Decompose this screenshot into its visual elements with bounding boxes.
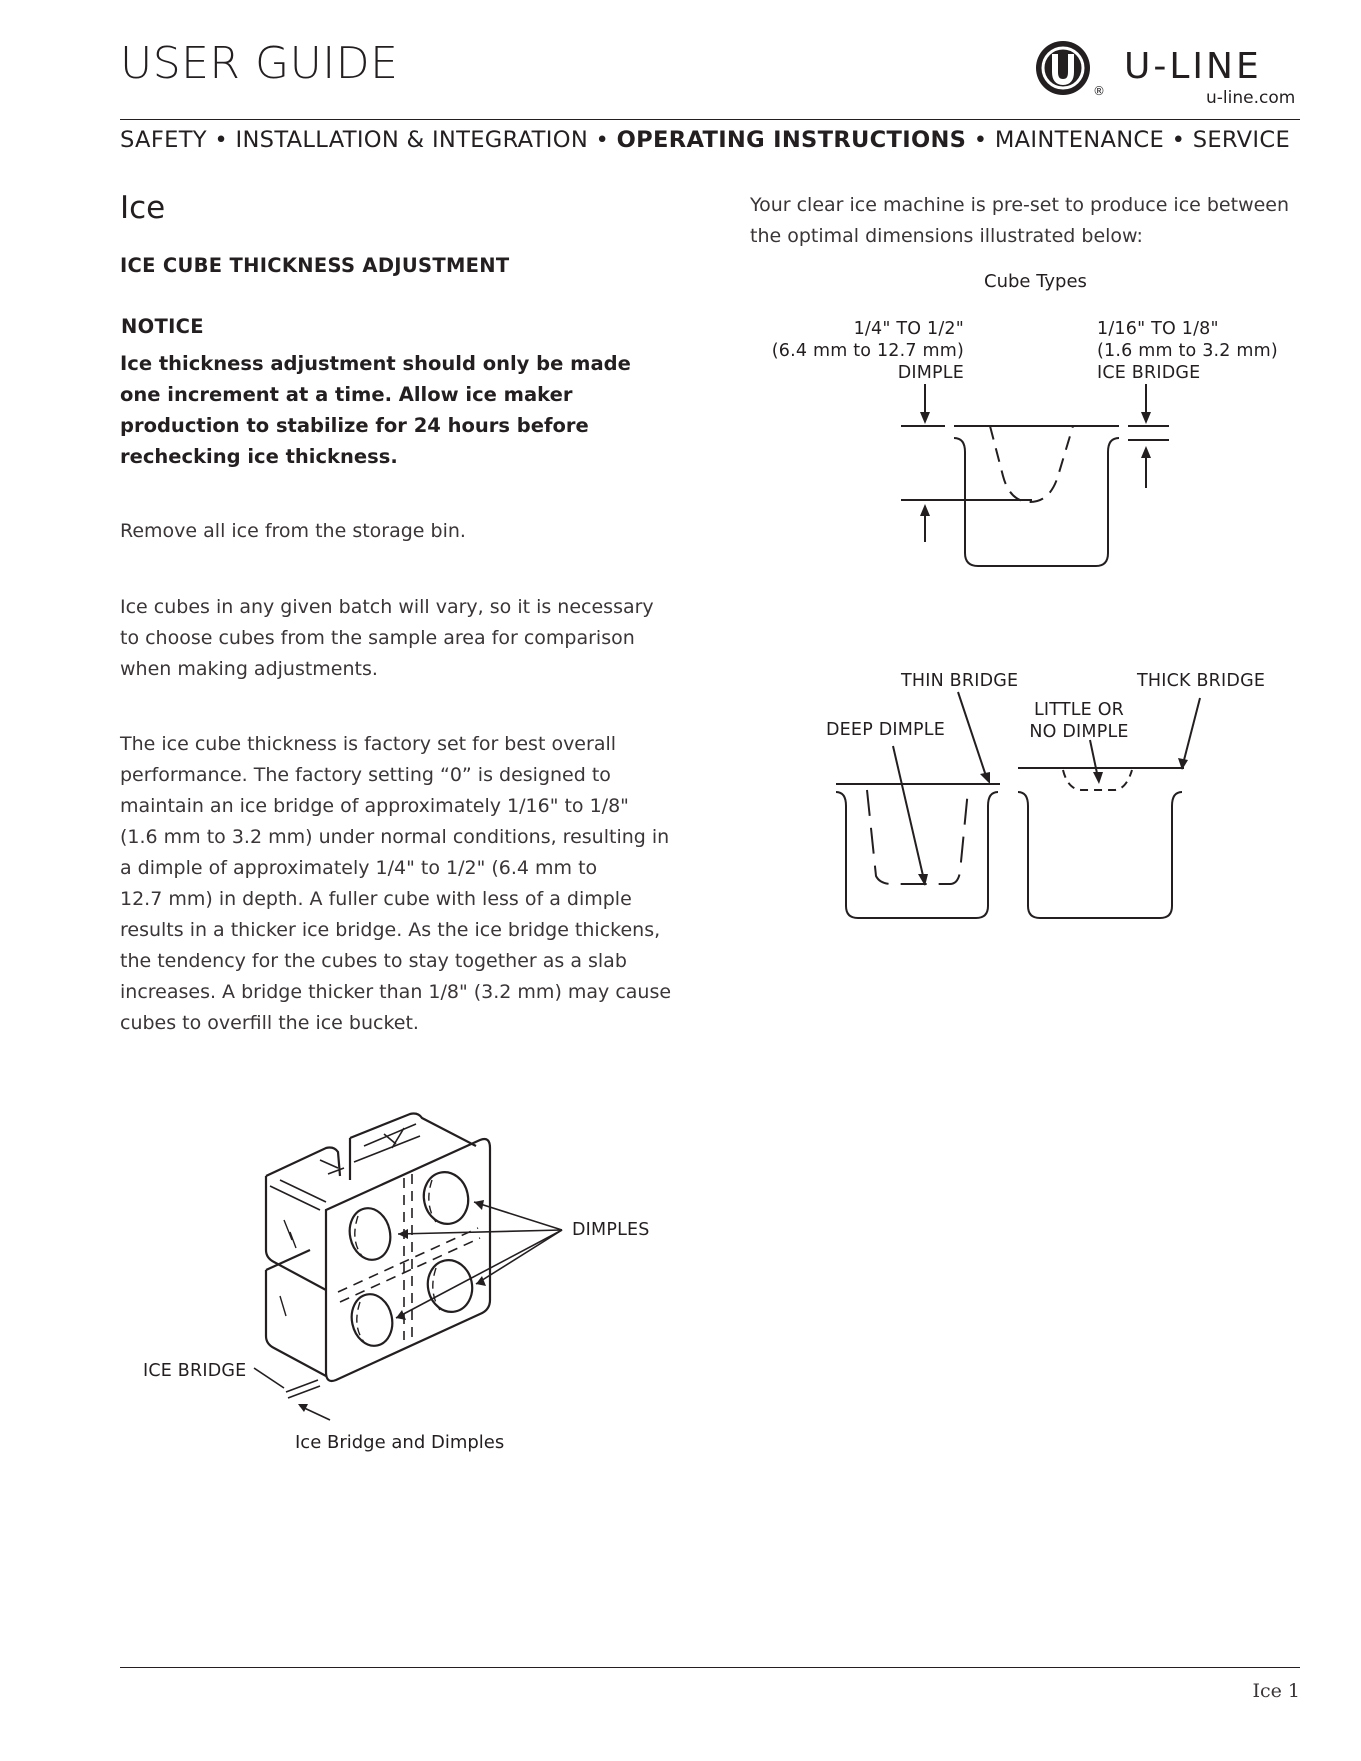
label-line: ICE BRIDGE	[1097, 363, 1201, 383]
nav-item-safety[interactable]: SAFETY	[120, 127, 207, 153]
label-line: (1.6 mm to 3.2 mm)	[1097, 341, 1278, 361]
ice-slab-illustration	[254, 1114, 562, 1421]
notice-line: production to stabilize for 24 hours before	[120, 414, 589, 437]
label-line: 1/16" TO 1/8"	[1097, 319, 1219, 339]
nav-separator: •	[214, 127, 229, 153]
paragraph-line: Your clear ice machine is pre-set to produce ice between	[750, 194, 1290, 216]
label-line: 1/4" TO 1/2"	[853, 319, 964, 339]
ice-bridge-label: ICE BRIDGE	[143, 1361, 247, 1381]
paragraph-line: a dimple of approximately 1/4" to 1/2" (6.4 mm to	[120, 857, 598, 879]
paragraph-line: cubes to overfill the ice bucket.	[120, 1012, 419, 1034]
label-line: (6.4 mm to 12.7 mm)	[771, 341, 964, 361]
label-line: LITTLE OR	[1033, 700, 1125, 720]
notice-line: Ice thickness adjustment should only be made	[120, 352, 631, 375]
bridge-comparison-diagram	[836, 692, 1200, 918]
nav-separator: •	[595, 127, 610, 153]
notice-line: one increment at a time. Allow ice maker	[120, 383, 573, 406]
page-number: Ice 1	[1252, 1680, 1300, 1702]
paragraph-line: the tendency for the cubes to stay together as a slab	[120, 950, 627, 972]
paragraph-line: (1.6 mm to 3.2 mm) under normal conditions, resulting in	[120, 826, 670, 848]
notice-label: NOTICE	[121, 315, 204, 338]
notice-line: rechecking ice thickness.	[120, 445, 398, 468]
section-heading: Ice	[120, 190, 166, 226]
paragraph-line: the optimal dimensions illustrated below:	[750, 225, 1143, 247]
thin-bridge-label: THIN BRIDGE	[901, 671, 1019, 691]
footer-divider	[120, 1667, 1300, 1668]
nav-item-maintenance[interactable]: MAINTENANCE	[994, 127, 1165, 153]
page-title: USER GUIDE	[120, 38, 399, 89]
paragraph-line: 12.7 mm) in depth. A fuller cube with less of a dimple	[120, 888, 632, 910]
paragraph-line: results in a thicker ice bridge. As the ice bridge thickens,	[120, 919, 661, 941]
cube-types-caption: Cube Types	[984, 271, 1087, 292]
thick-bridge-label: THICK BRIDGE	[1137, 671, 1266, 691]
figure-caption: Ice Bridge and Dimples	[295, 1432, 505, 1453]
paragraph-line: Ice cubes in any given batch will vary, so it is necessary	[120, 596, 654, 618]
nav-item-service[interactable]: SERVICE	[1192, 127, 1291, 153]
nav-item-operating-instructions[interactable]: OPERATING INSTRUCTIONS	[616, 127, 967, 153]
deep-dimple-label: DEEP DIMPLE	[826, 720, 946, 740]
paragraph-line: performance. The factory setting “0” is designed to	[120, 764, 611, 786]
section-subheading: ICE CUBE THICKNESS ADJUSTMENT	[120, 254, 510, 277]
logo-wordmark: U-LINE	[1124, 46, 1262, 87]
cube-type-diagram	[901, 384, 1169, 566]
logo-registered-mark: ®	[1093, 84, 1105, 98]
paragraph-line: increases. A bridge thicker than 1/8" (3.2 mm) may cause	[120, 981, 672, 1003]
nav-item-installation[interactable]: INSTALLATION & INTEGRATION	[235, 127, 589, 153]
dimples-label: DIMPLES	[572, 1220, 650, 1240]
label-line: DIMPLE	[897, 363, 964, 383]
paragraph-line: The ice cube thickness is factory set for best overall	[120, 733, 617, 755]
nav-separator: •	[973, 127, 988, 153]
label-line: NO DIMPLE	[1029, 722, 1129, 742]
logo-url: u-line.com	[1206, 88, 1296, 108]
paragraph-line: when making adjustments.	[120, 658, 378, 680]
paragraph-line: to choose cubes from the sample area for comparison	[120, 627, 635, 649]
paragraph-remove-ice: Remove all ice from the storage bin.	[120, 520, 466, 542]
paragraph-line: maintain an ice bridge of approximately 1/16" to 1/8"	[120, 795, 629, 817]
nav-separator: •	[1171, 127, 1186, 153]
